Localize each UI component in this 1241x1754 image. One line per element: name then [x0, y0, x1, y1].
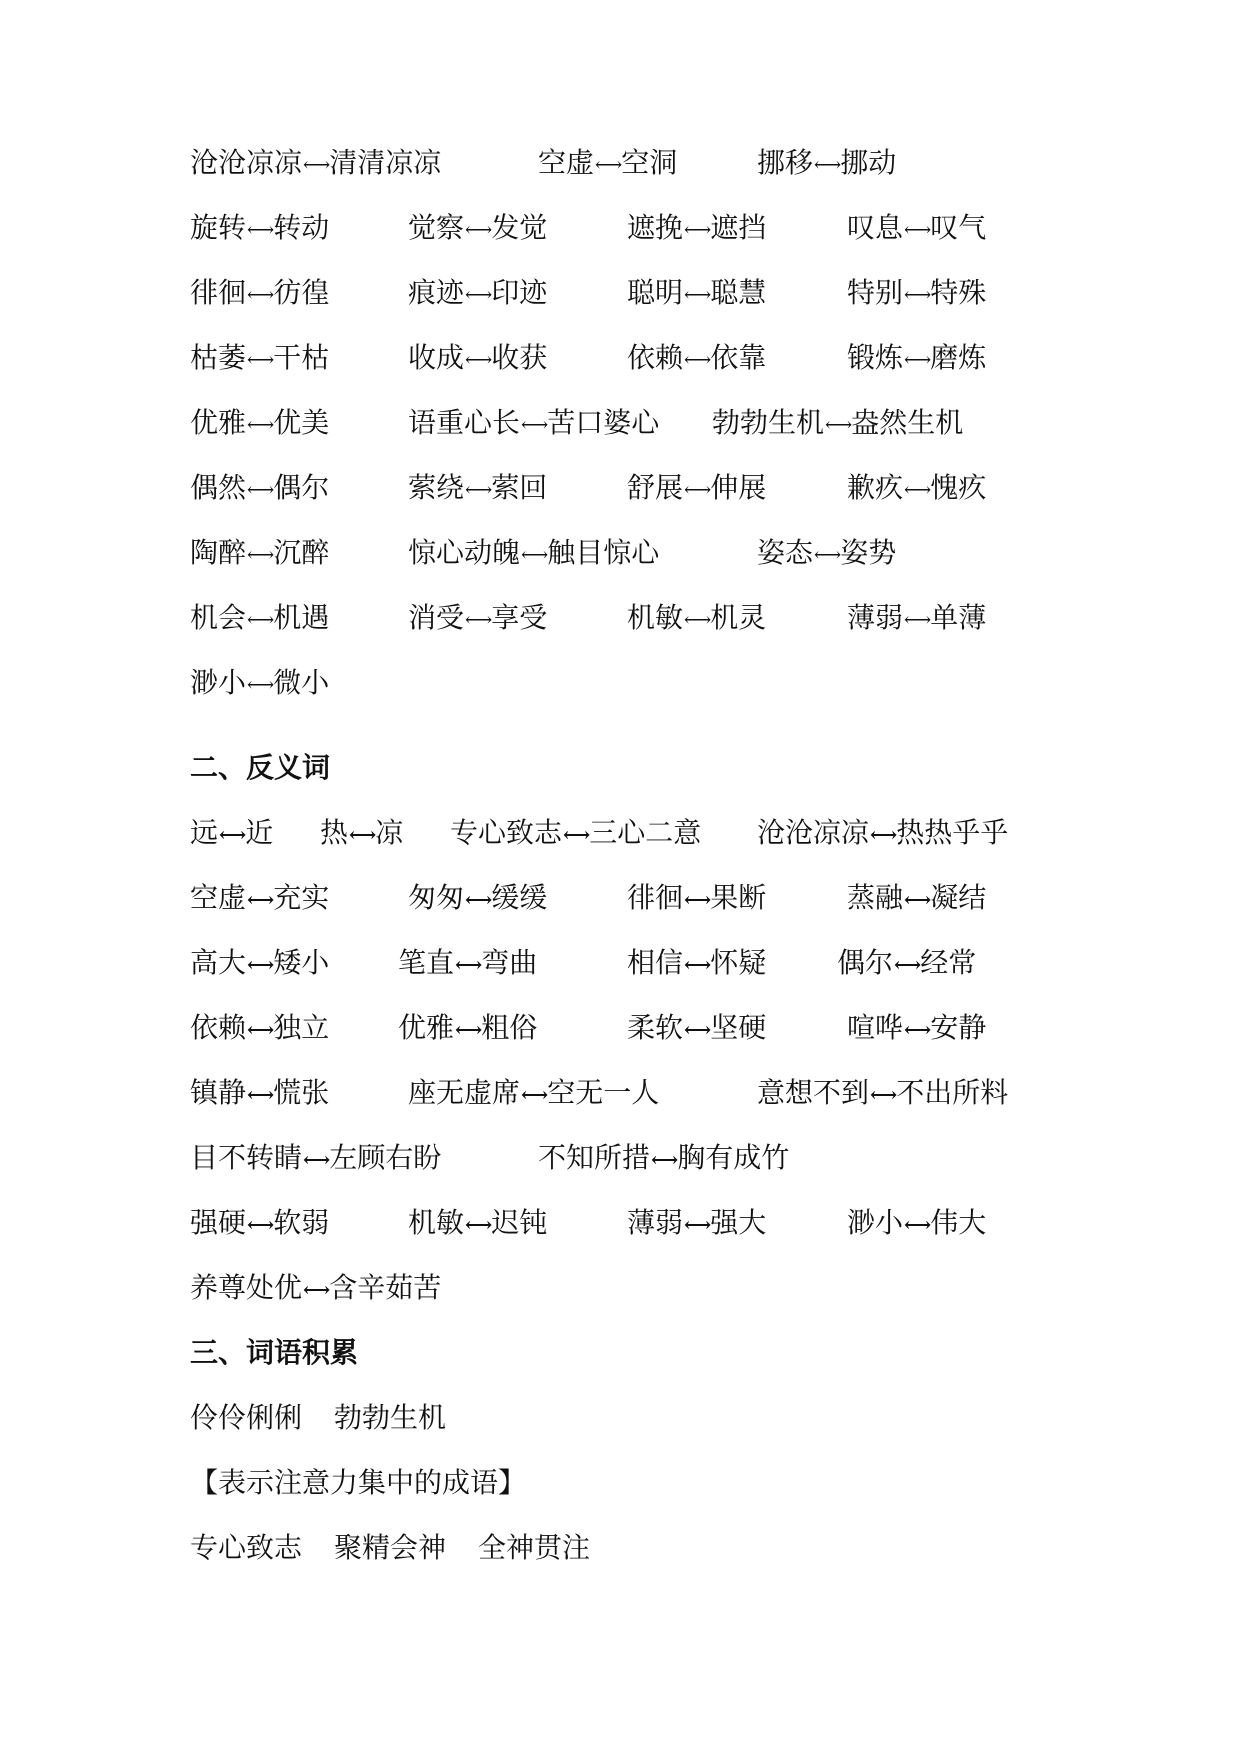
double-arrow-icon: ⟷ [349, 824, 375, 846]
synonym-pair: 机会⟷机遇 [190, 598, 329, 638]
antonym-pair: 意想不到⟷不出所料 [757, 1073, 1008, 1113]
synonym-pair: 空虚⟷空洞 [538, 143, 677, 183]
double-arrow-icon: ⟷ [455, 1019, 481, 1041]
antonym-row-6 [190, 1138, 1201, 1178]
synonym-row-6 [190, 468, 1201, 508]
antonym-row-5 [190, 1073, 1201, 1113]
antonym-pair: 镇静⟷慌张 [190, 1073, 329, 1113]
synonym-pair: 特别⟷特殊 [847, 273, 986, 313]
antonym-row-1 [190, 813, 1201, 853]
double-arrow-icon: ⟷ [904, 1214, 930, 1236]
double-arrow-icon: ⟷ [247, 954, 273, 976]
double-arrow-icon: ⟷ [870, 1084, 896, 1106]
double-arrow-icon: ⟷ [814, 154, 840, 176]
synonym-pair: 惊心动魄⟷触目惊心 [408, 533, 659, 573]
antonym-pair: 蒸融⟷凝结 [847, 878, 986, 918]
idiom-category-title: 【表示注意力集中的成语】 [190, 1466, 527, 1499]
double-arrow-icon: ⟷ [303, 154, 329, 176]
antonym-pair: 强硬⟷软弱 [190, 1203, 329, 1243]
double-arrow-icon: ⟷ [684, 1019, 710, 1041]
antonym-pair: 空虚⟷充实 [190, 878, 329, 918]
antonym-pair: 柔软⟷坚硬 [627, 1008, 766, 1048]
double-arrow-icon: ⟷ [651, 1149, 677, 1171]
double-arrow-icon: ⟷ [521, 1084, 547, 1106]
idiom: 全神贯注 [478, 1531, 591, 1564]
double-arrow-icon: ⟷ [247, 349, 273, 371]
antonym-pair: 不知所措⟷胸有成竹 [538, 1138, 789, 1178]
double-arrow-icon: ⟷ [247, 1084, 273, 1106]
double-arrow-icon: ⟷ [247, 479, 273, 501]
synonym-pair: 歉疚⟷愧疚 [847, 468, 986, 508]
synonym-pair: 优雅⟷优美 [190, 403, 329, 443]
synonym-pair: 旋转⟷转动 [190, 208, 329, 248]
double-arrow-icon: ⟷ [247, 889, 273, 911]
synonym-pair: 偶然⟷偶尔 [190, 468, 329, 508]
antonym-pair: 渺小⟷伟大 [847, 1203, 986, 1243]
synonym-row-7 [190, 533, 1201, 573]
double-arrow-icon: ⟷ [219, 824, 245, 846]
synonym-pair: 枯萎⟷干枯 [190, 338, 329, 378]
double-arrow-icon: ⟷ [465, 219, 491, 241]
synonym-pair: 挪移⟷挪动 [757, 143, 896, 183]
antonym-pair: 偶尔⟷经常 [837, 943, 976, 983]
vocab-words-line [190, 1398, 446, 1438]
synonym-pair: 收成⟷收获 [408, 338, 547, 378]
antonym-pair: 热⟷凉 [320, 813, 403, 853]
antonym-pair: 沧沧凉凉⟷热热乎乎 [757, 813, 1008, 853]
synonym-pair: 觉察⟷发觉 [408, 208, 547, 248]
double-arrow-icon: ⟷ [684, 284, 710, 306]
antonym-pair: 喧哗⟷安静 [847, 1008, 986, 1048]
synonym-row-9 [190, 663, 1201, 703]
double-arrow-icon: ⟷ [684, 219, 710, 241]
double-arrow-icon: ⟷ [247, 219, 273, 241]
synonym-pair: 萦绕⟷萦回 [408, 468, 547, 508]
double-arrow-icon: ⟷ [684, 479, 710, 501]
antonym-pair: 依赖⟷独立 [190, 1008, 329, 1048]
double-arrow-icon: ⟷ [247, 1019, 273, 1041]
double-arrow-icon: ⟷ [521, 414, 547, 436]
antonym-pair: 相信⟷怀疑 [627, 943, 766, 983]
synonym-pair: 薄弱⟷单薄 [847, 598, 986, 638]
double-arrow-icon: ⟷ [904, 219, 930, 241]
antonyms-heading: 二、反义词 [190, 751, 331, 784]
synonym-pair: 锻炼⟷磨炼 [847, 338, 986, 378]
double-arrow-icon: ⟷ [303, 1149, 329, 1171]
double-arrow-icon: ⟷ [465, 349, 491, 371]
idiom-list [190, 1528, 590, 1568]
double-arrow-icon: ⟷ [465, 889, 491, 911]
double-arrow-icon: ⟷ [247, 609, 273, 631]
synonym-row-5 [190, 403, 1201, 443]
double-arrow-icon: ⟷ [465, 479, 491, 501]
antonym-pair: 徘徊⟷果断 [627, 878, 766, 918]
double-arrow-icon: ⟷ [684, 1214, 710, 1236]
synonym-row-2 [190, 208, 1201, 248]
double-arrow-icon: ⟷ [247, 414, 273, 436]
double-arrow-icon: ⟷ [894, 954, 920, 976]
synonym-row-4 [190, 338, 1201, 378]
synonym-row-3 [190, 273, 1201, 313]
double-arrow-icon: ⟷ [563, 824, 589, 846]
antonym-row-3 [190, 943, 1201, 983]
synonym-pair: 徘徊⟷彷徨 [190, 273, 329, 313]
synonym-pair: 遮挽⟷遮挡 [627, 208, 766, 248]
synonym-row-1 [190, 143, 1201, 183]
synonym-pair: 勃勃生机⟷盎然生机 [712, 403, 963, 443]
antonym-pair: 笔直⟷弯曲 [398, 943, 537, 983]
double-arrow-icon: ⟷ [904, 1019, 930, 1041]
vocab-word: 伶伶俐俐 [190, 1401, 303, 1434]
double-arrow-icon: ⟷ [465, 1214, 491, 1236]
synonym-pair: 叹息⟷叹气 [847, 208, 986, 248]
synonym-pair: 渺小⟷微小 [190, 663, 329, 703]
double-arrow-icon: ⟷ [247, 1214, 273, 1236]
synonym-pair: 陶醉⟷沉醉 [190, 533, 329, 573]
antonym-row-2 [190, 878, 1201, 918]
double-arrow-icon: ⟷ [521, 544, 547, 566]
synonym-pair: 舒展⟷伸展 [627, 468, 766, 508]
synonym-pair: 消受⟷享受 [408, 598, 547, 638]
double-arrow-icon: ⟷ [455, 954, 481, 976]
double-arrow-icon: ⟷ [870, 824, 896, 846]
double-arrow-icon: ⟷ [904, 479, 930, 501]
double-arrow-icon: ⟷ [904, 609, 930, 631]
antonym-row-8 [190, 1268, 1201, 1308]
double-arrow-icon: ⟷ [465, 284, 491, 306]
synonym-pair: 机敏⟷机灵 [627, 598, 766, 638]
synonym-pair: 语重心长⟷苦口婆心 [408, 403, 659, 443]
idiom: 专心致志 [190, 1531, 303, 1564]
double-arrow-icon: ⟷ [904, 349, 930, 371]
vocab-heading: 三、词语积累 [190, 1336, 359, 1369]
antonym-pair: 养尊处优⟷含辛茹苦 [190, 1268, 441, 1308]
synonym-pair: 聪明⟷聪慧 [627, 273, 766, 313]
antonym-pair: 目不转睛⟷左顾右盼 [190, 1138, 441, 1178]
double-arrow-icon: ⟷ [684, 954, 710, 976]
antonym-pair: 高大⟷矮小 [190, 943, 329, 983]
antonym-pair: 远⟷近 [190, 813, 273, 853]
antonym-pair: 机敏⟷迟钝 [408, 1203, 547, 1243]
synonym-pair: 姿态⟷姿势 [757, 533, 896, 573]
idiom: 聚精会神 [334, 1531, 447, 1564]
antonym-pair: 座无虚席⟷空无一人 [408, 1073, 659, 1113]
double-arrow-icon: ⟷ [684, 609, 710, 631]
antonym-row-7 [190, 1203, 1201, 1243]
double-arrow-icon: ⟷ [825, 414, 851, 436]
double-arrow-icon: ⟷ [904, 889, 930, 911]
double-arrow-icon: ⟷ [595, 154, 621, 176]
double-arrow-icon: ⟷ [247, 544, 273, 566]
synonym-pair: 依赖⟷依靠 [627, 338, 766, 378]
double-arrow-icon: ⟷ [465, 609, 491, 631]
double-arrow-icon: ⟷ [247, 674, 273, 696]
double-arrow-icon: ⟷ [247, 284, 273, 306]
antonym-row-4 [190, 1008, 1201, 1048]
synonym-row-8 [190, 598, 1201, 638]
double-arrow-icon: ⟷ [904, 284, 930, 306]
antonym-pair: 薄弱⟷强大 [627, 1203, 766, 1243]
antonym-pair: 优雅⟷粗俗 [398, 1008, 537, 1048]
synonym-pair: 痕迹⟷印迹 [408, 273, 547, 313]
double-arrow-icon: ⟷ [684, 889, 710, 911]
antonym-pair: 匆匆⟷缓缓 [408, 878, 547, 918]
double-arrow-icon: ⟷ [684, 349, 710, 371]
vocab-word: 勃勃生机 [334, 1401, 447, 1434]
double-arrow-icon: ⟷ [814, 544, 840, 566]
synonym-pair: 沧沧凉凉⟷清清凉凉 [190, 143, 441, 183]
double-arrow-icon: ⟷ [303, 1279, 329, 1301]
antonym-pair: 专心致志⟷三心二意 [450, 813, 701, 853]
